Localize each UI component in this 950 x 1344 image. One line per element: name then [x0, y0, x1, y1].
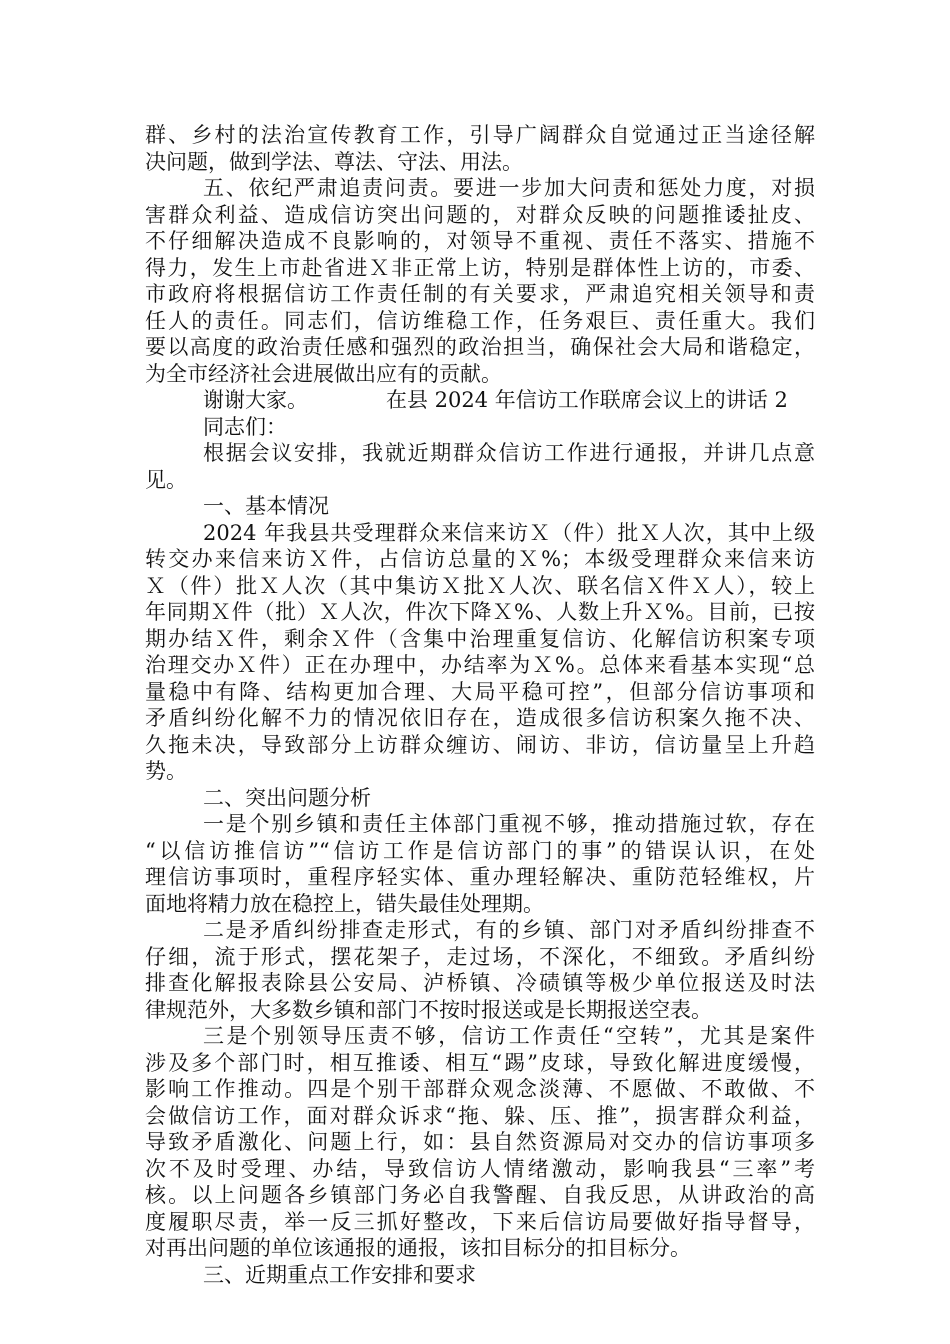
text-line: 年同期Ｘ件（批）Ｘ人次，件次下降Ｘ%、人数上升Ｘ%。目前，已按 [145, 600, 815, 624]
text-line: 二是矛盾纠纷排查走形式，有的乡镇、部门对矛盾纠纷排查不 [203, 918, 815, 942]
speech-title: 在县 2024 年信访工作联席会议上的讲话 2 [386, 388, 788, 412]
text-line: 一是个别乡镇和责任主体部门重视不够，推动措施过软，存在 [203, 812, 815, 836]
text-line: 次不及时受理、办结，导致信访人情绪激动，影响我县“三率”考 [145, 1156, 815, 1181]
text-line: 影响工作推动。四是个别干部群众观念淡薄、不愿做、不敢做、不 [145, 1077, 815, 1101]
text-line: 导致矛盾激化、问题上行，如：县自然资源局对交办的信访事项多 [145, 1130, 815, 1154]
text-line: 治理交办Ｘ件）正在办理中，办结率为Ｘ%。总体来看基本实现“总 [145, 653, 815, 677]
text-line: “以信访推信访”“信访工作是信访部门的事”的错误认识，在处 [145, 838, 815, 863]
text-line: 久拖未决，导致部分上访群众缠访、闹访、非访，信访量呈上升趋 [145, 732, 815, 757]
text-line: 会做信访工作，面对群众诉求“拖、躲、压、推”，损害群众利益， [145, 1103, 815, 1128]
text-line: 对再出问题的单位该通报的通报，该扣目标分的扣目标分。 [145, 1236, 691, 1260]
text-line: 三是个别领导压责不够，信访工作责任“空转”，尤其是案件 [203, 1024, 815, 1048]
text-line: Ｘ（件）批Ｘ人次（其中集访Ｘ批Ｘ人次、联名信Ｘ件Ｘ人），较上 [145, 573, 815, 598]
text-line: 涉及多个部门时，相互推诿、相互“踢”皮球，导致化解进度缓慢， [145, 1050, 815, 1075]
text-line: 见。 [145, 467, 187, 492]
greeting: 同志们： [203, 414, 287, 439]
text-line: 量稳中有降、结构更加合理、大局平稳可控”，但部分信访事项和 [145, 679, 815, 704]
text-line: 任人的责任。同志们，信访维稳工作，任务艰巨、责任重大。我们 [145, 308, 815, 333]
text-line: 度履职尽责，举一反三抓好整改，下来后信访局要做好指导督导， [145, 1209, 815, 1234]
text-line: 势。 [145, 759, 187, 783]
text-line: 根据会议安排，我就近期群众信访工作进行通报，并讲几点意 [203, 441, 815, 465]
text-line: 五、依纪严肃追责问责。要进一步加大问责和惩处力度，对损 [203, 176, 815, 200]
text-line: 面地将精力放在稳控上，错失最佳处理期。 [145, 891, 544, 916]
section-heading: 三、近期重点工作安排和要求 [203, 1262, 476, 1287]
thanks-line [145, 387, 815, 414]
thanks-text: 谢谢大家。 [203, 388, 308, 412]
section-heading: 一、基本情况 [203, 494, 329, 518]
document-page [145, 122, 815, 1288]
text-line: 转交办来信来访Ｘ件，占信访总量的Ｘ%；本级受理群众来信来访 [145, 547, 815, 571]
text-line: 得力，发生上市赴省进Ｘ非正常上访，特别是群体性上访的，市委、 [145, 255, 815, 280]
section-heading: 二、突出问题分析 [203, 785, 371, 810]
text-line: 矛盾纠纷化解不力的情况依旧存在，造成很多信访积案久拖不决、 [145, 706, 815, 730]
text-line: 理信访事项时，重程序轻实体、重办理轻解决、重防范轻维权，片 [145, 865, 815, 889]
text-line: 不仔细解决造成不良影响的，对领导不重视、责任不落实、措施不 [145, 229, 815, 253]
text-line: 市政府将根据信访工作责任制的有关要求，严肃追究相关领导和责 [145, 282, 815, 306]
text-line: 2024 年我县共受理群众来信来访Ｘ（件）批Ｘ人次，其中上级 [203, 520, 815, 545]
text-line: 律规范外，大多数乡镇和部门不按时报送或是长期报送空表。 [145, 997, 712, 1022]
text-line: 害群众利益、造成信访突出问题的，对群众反映的问题推诿扯皮、 [145, 202, 815, 227]
text-line: 要以高度的政治责任感和强烈的政治担当，确保社会大局和谐稳定， [145, 335, 815, 359]
text-line: 仔细，流于形式，摆花架子，走过场，不深化，不细致。矛盾纠纷 [145, 944, 815, 969]
text-line: 排查化解报表除县公安局、泸桥镇、冷碛镇等极少单位报送及时法 [145, 971, 815, 995]
text-line: 期办结Ｘ件，剩余Ｘ件（含集中治理重复信访、化解信访积案专项 [145, 626, 815, 651]
text-line: 为全市经济社会进展做出应有的贡献。 [145, 361, 502, 386]
text-line: 群、乡村的法治宣传教育工作，引导广阔群众自觉通过正当途径解 [145, 123, 815, 147]
text-line: 核。以上问题各乡镇部门务必自我警醒、自我反思，从讲政治的高 [145, 1183, 815, 1207]
text-line: 决问题，做到学法、尊法、守法、用法。 [145, 149, 523, 174]
